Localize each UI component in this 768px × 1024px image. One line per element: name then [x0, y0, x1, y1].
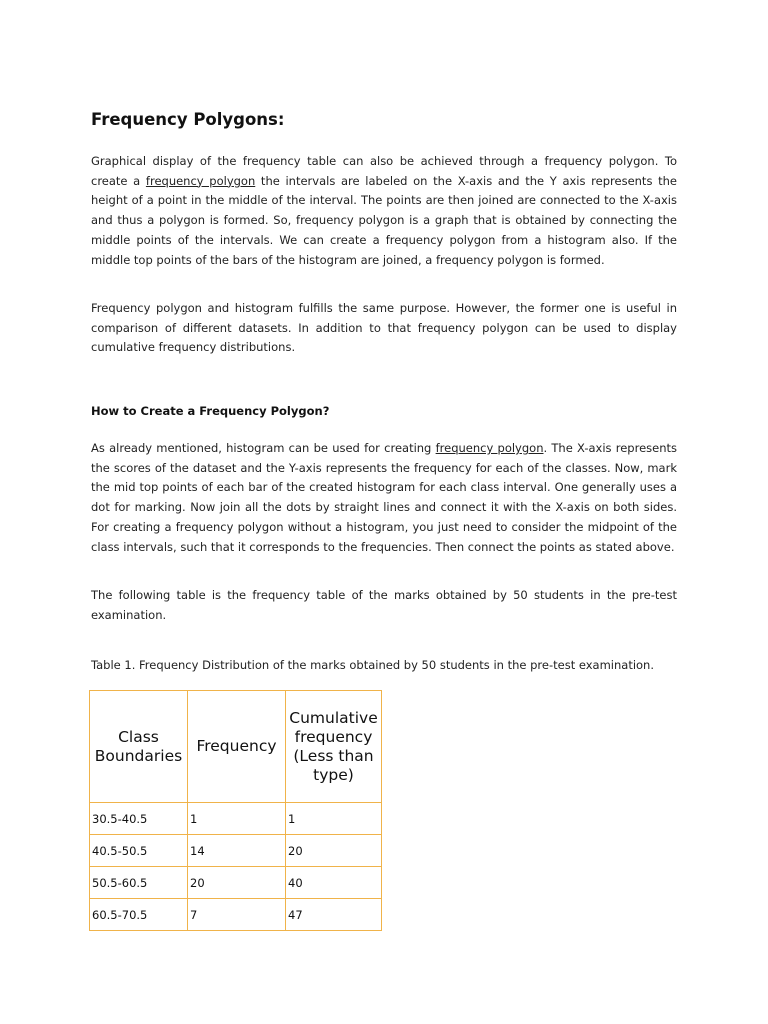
- paragraph-how-to: [91, 439, 677, 557]
- table-cell: 20: [286, 835, 382, 867]
- frequency-table: [89, 690, 382, 931]
- paragraph-comparison: Frequency polygon and histogram fulfills the same purpose. However, the former one is useful in comparison of different datasets. In addition to that frequency polygon can be used to display cumulative frequency distributions.: [91, 301, 677, 355]
- table-row: [90, 899, 382, 931]
- header-frequency: Frequency: [188, 691, 286, 803]
- page-title: Frequency Polygons:: [91, 110, 285, 129]
- frequency-polygon-link[interactable]: frequency polygon: [145, 173, 256, 188]
- table-row: [90, 835, 382, 867]
- header-class-boundaries: Class Boundaries: [90, 691, 188, 803]
- table-cell: 1: [188, 803, 286, 835]
- paragraph-intro-text-2: the intervals are labeled on the X-axis and the Y axis represents the height of a point in the middle of the interval. The points are then joined are connected to the X-axis and thus a polygon is formed. So, frequency polygon is a graph that is obtained by connecting the middle points of the intervals. We can create a frequency polygon from a histogram also. If the middle top points of the bars of the histogram are joined, a frequency polygon is formed.: [91, 173, 677, 267]
- table-cell: 50.5-60.5: [90, 867, 188, 899]
- header-cumulative-frequency: Cumulative frequency (Less than type): [286, 691, 382, 803]
- table-cell: 60.5-70.5: [90, 899, 188, 931]
- table-row: [90, 867, 382, 899]
- table-cell: 47: [286, 899, 382, 931]
- table-cell: 30.5-40.5: [90, 803, 188, 835]
- paragraph-how-to-text-1: As already mentioned, histogram can be used for creating: [91, 441, 436, 455]
- paragraph-how-to-text-2: . The X-axis represents the scores of the dataset and the Y-axis represents the frequency for each of the classes. Now, mark the mid top points of each bar of the created histogram for each class interval. One generally uses a dot for marking. Now join all the dots by straight lines and connect it with the X-axis on both sides. For creating a frequency polygon without a histogram, you just need to consider the midpoint of the class intervals, such that it corresponds to the frequencies. Then connect the points as stated above.: [91, 441, 678, 554]
- frequency-polygon-link-2[interactable]: frequency polygon: [435, 441, 544, 455]
- table-cell: 40.5-50.5: [90, 835, 188, 867]
- paragraph-table-intro: The following table is the frequency table of the marks obtained by 50 students in the pre-test examination.: [91, 588, 677, 622]
- table-cell: 14: [188, 835, 286, 867]
- table-caption: Table 1. Frequency Distribution of the marks obtained by 50 students in the pre-test examination.: [91, 658, 655, 672]
- table-header-row: [90, 691, 382, 803]
- table-cell: 40: [286, 867, 382, 899]
- table-cell: 1: [286, 803, 382, 835]
- paragraph-intro-text-1: Graphical display of the frequency table can also be achieved through a frequency polygon. To create a: [91, 154, 677, 188]
- paragraph-intro: [91, 152, 677, 270]
- table-cell: 20: [188, 867, 286, 899]
- table-row: [90, 803, 382, 835]
- section-heading: How to Create a Frequency Polygon?: [91, 404, 330, 418]
- table-cell: 7: [188, 899, 286, 931]
